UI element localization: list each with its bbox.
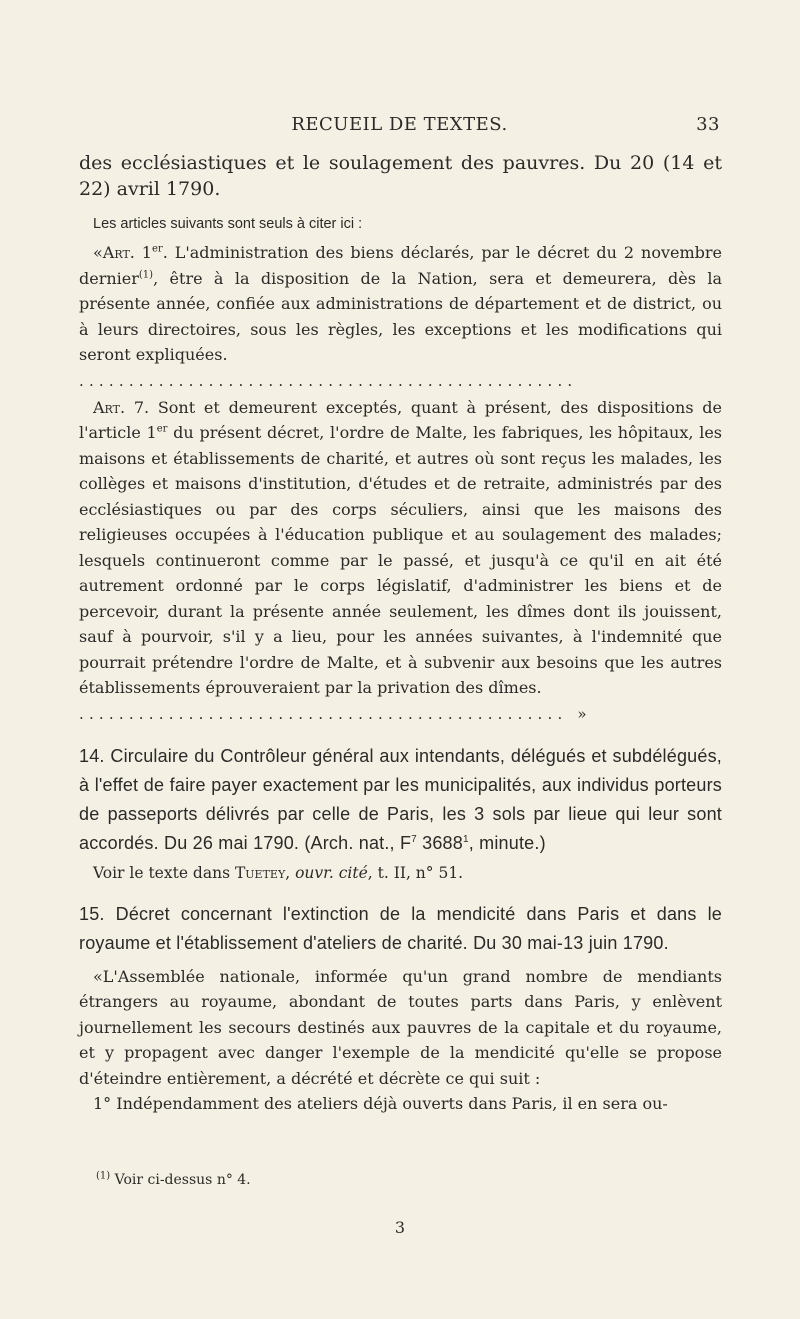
- section-15-paragraph-2: 1° Indépendamment des ateliers déjà ouverts dans Paris, il en sera ou-: [93, 1094, 668, 1113]
- article-7-sup: er: [156, 423, 168, 435]
- article-7-text-b: du présent décret, l'ordre de Malte, les fabriques, les hôpitaux, les maisons et établissements de charité, et autres où sont reçus les malades, les collèges et maisons d'institution, d'études et de retraite, administrés par des ecclésiastiques ou par des corps séculiers, ainsi que les maisons des religieuses occupées à l'éducation publique et au soulagement des malades; lesquels continueront comme par le passé, et jusqu'à ce qu'il en ait été autrement ordonné par le corps législatif, d'administrer les biens et de percevoir, durant la présente année seulement, les dîmes dont ils jouissent, sauf à pourvoir, s'il y a lieu, pour les années suivantes, à l'indemnité que pourrait prétendre l'ordre de Malte, et à subvenir aux besoins que les autres établissements éprouveraient par la privation des dîmes.: [79, 423, 723, 697]
- ref-work: ouvr. cité: [295, 863, 368, 882]
- page-number: 33: [696, 114, 720, 135]
- ref-author: Tuetey: [234, 863, 286, 882]
- article-7: [79, 395, 722, 701]
- section-14-sup2: 1: [462, 833, 469, 845]
- running-title: RECUEIL DE TEXTES.: [291, 114, 508, 135]
- footnote-text: Voir ci-dessus n° 4.: [110, 1172, 251, 1188]
- section-14-sup1: 7: [411, 833, 417, 845]
- folio-signature: 3: [394, 1218, 406, 1237]
- quote-open: «: [93, 243, 103, 262]
- section-14-heading-b: 3688: [416, 832, 463, 853]
- section-15-heading: 15. Décret concernant l'extinction de la mendicité dans Paris et dans le royaume et l'établissement d'ateliers de charité. Du 30 mai-13 juin 1790.: [79, 903, 722, 953]
- lead-paragraph: des ecclésiastiques et le soulagement des pauvres. Du 20 (14 et 22) avril 1790.: [79, 152, 722, 200]
- article-1-label-sup: er: [152, 243, 163, 255]
- article-1-text-a: . L'administration des biens déclarés, par le décret du 2 novembre dernier: [79, 243, 723, 288]
- article-1-text-b: , être à la disposition de la Nation, sera et demeurera, dès la présente année, confiée aux administrations de département et de district, ou à leurs directoires, sous les règles, les exceptions et les modifications qui seront expliquées.: [79, 268, 722, 364]
- article-7-label: Art. 7.: [93, 397, 150, 417]
- ellipsis-line-1: ..................................................: [79, 371, 578, 390]
- ref-text-b: , t. II, n° 51.: [367, 863, 464, 882]
- ref-text-a: Voir le texte dans: [93, 863, 235, 882]
- section-14-reference: Voir le texte dans Tuetey, ouvr. cité, t. II, n° 51.: [93, 863, 464, 882]
- footnote-ref: (1): [138, 269, 154, 281]
- footnote: [96, 1172, 251, 1188]
- footnote-mark: (1): [96, 1170, 111, 1182]
- article-7-text-a: Sont et demeurent exceptés, quant à présent, des dispositions de l'article 1: [79, 397, 723, 442]
- article-1: [79, 240, 722, 368]
- ellipsis-line-2: ................................................. »: [79, 704, 592, 723]
- text-body: [79, 150, 722, 1117]
- section-14-heading-a: 14. Circulaire du Contrôleur général aux intendants, délégués et subdélégués, à l'effet de faire payer exactement par les municipalités, aux individus porteurs de passeports délivrés par celle de Paris, les 3 sols par lieue qui leur sont accordés. Du 26 mai 1790. (Arch. nat., F: [79, 745, 722, 853]
- section-15-paragraph-1: «L'Assemblée nationale, informée qu'un grand nombre de mendiants étrangers au royaume, abondant de toutes parts dans Paris, y enlèvent journellement les secours destinés aux pauvres de la capitale et du royaume, et y propagent avec danger l'exemple de la mendicité qu'elle se propose d'éteindre entièrement, a décrété et décrète ce qui suit :: [79, 966, 722, 1088]
- section-14-heading-c: , minute.): [468, 832, 546, 853]
- section-14-heading: [79, 742, 722, 858]
- article-1-label: Art. 1: [102, 243, 152, 262]
- editorial-note: Les articles suivants sont seuls à citer ici :: [93, 216, 363, 232]
